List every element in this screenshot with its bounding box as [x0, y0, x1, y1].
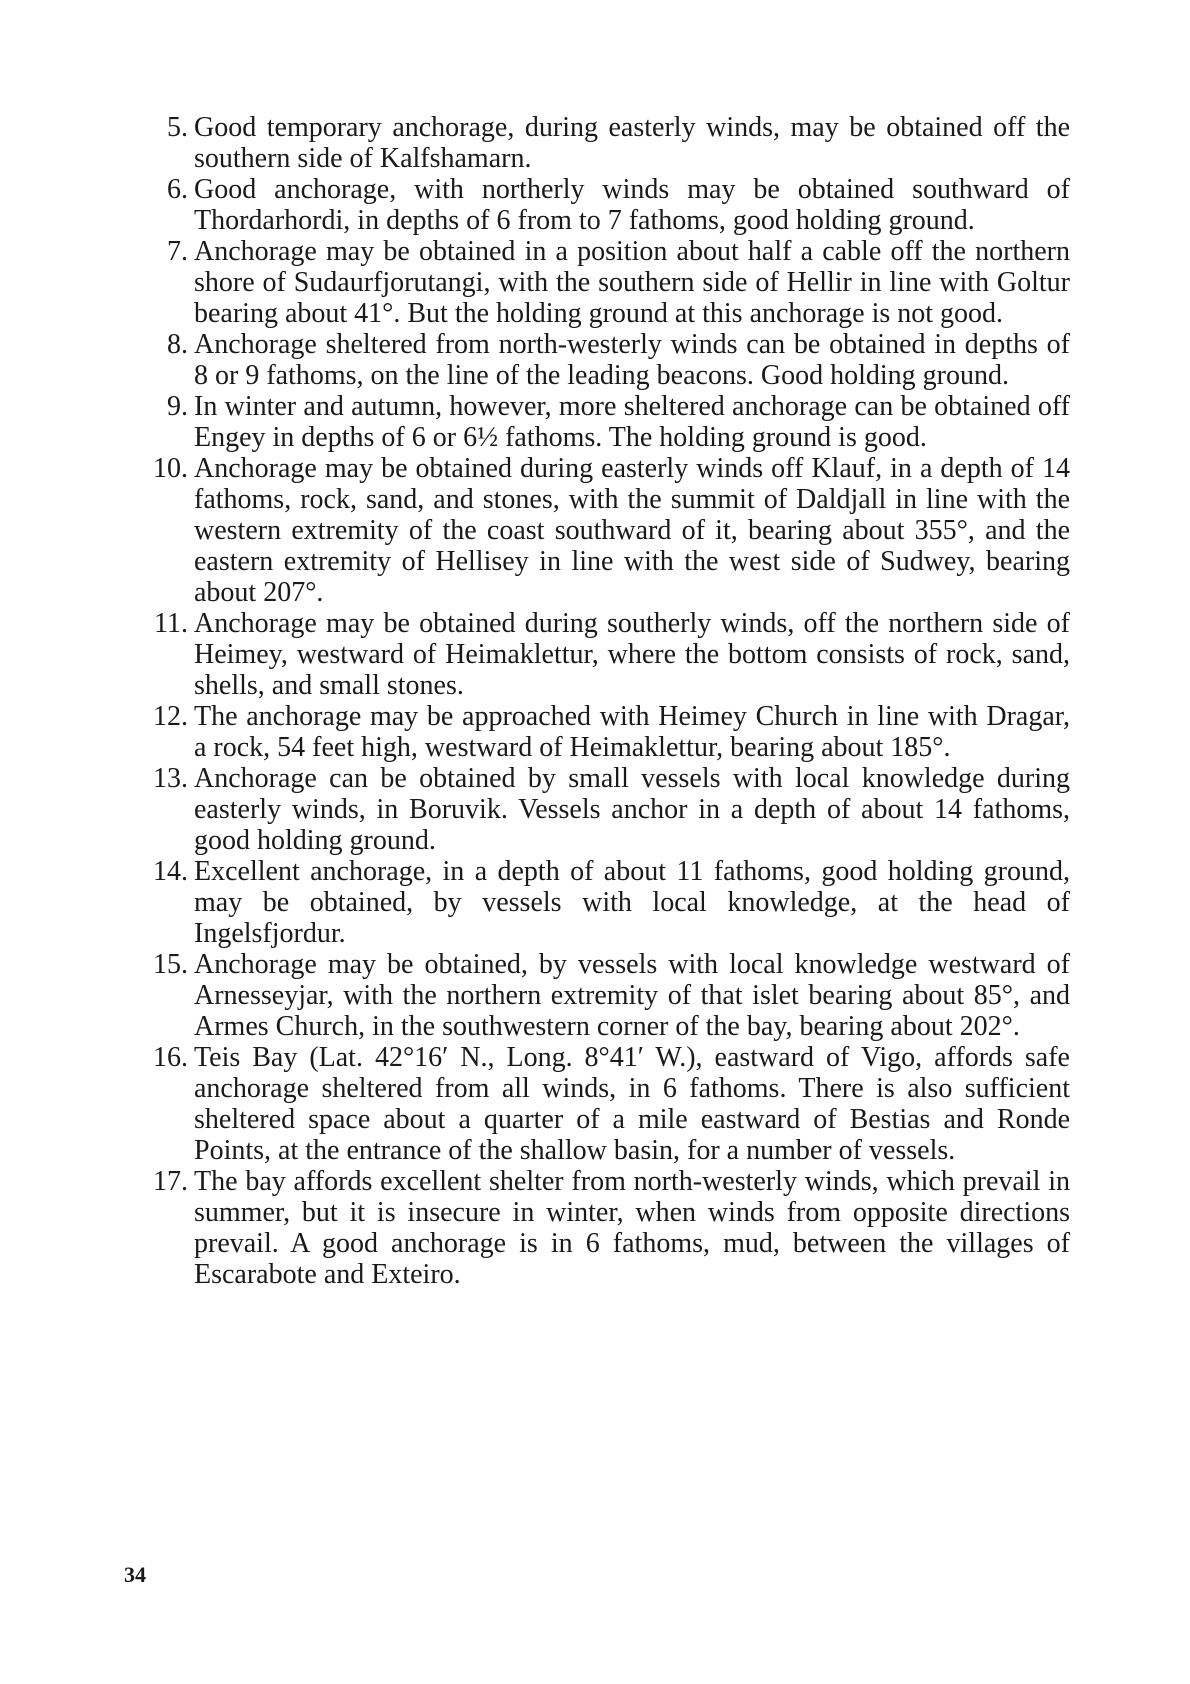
item-number: 13. — [153, 763, 188, 794]
item-text: Anchorage may be obtained during southerly winds, off the northern side of Heimey, westward of Heimaklettur, where the bottom consists of rock, sand, shells, and small stones. — [194, 608, 1070, 701]
list-item — [140, 1042, 1070, 1166]
list-item — [140, 174, 1070, 236]
item-number: 9. — [167, 391, 188, 422]
anchorage-list — [140, 112, 1070, 1290]
item-number: 7. — [167, 236, 188, 267]
list-item — [140, 856, 1070, 949]
item-number: 5. — [167, 112, 188, 143]
item-text: Good anchorage, with northerly winds may be obtained southward of Thordarhordi, in depths of 6 from to 7 fathoms, good holding ground. — [194, 174, 1070, 236]
item-number: 12. — [153, 701, 188, 732]
item-text: Anchorage can be obtained by small vessels with local knowledge during easterly winds, in Boruvik. Vessels anchor in a depth of about 14 fathoms, good holding ground. — [194, 763, 1070, 856]
item-text: Anchorage may be obtained in a position about half a cable off the northern shore of Sudaurfjorutangi, with the southern side of Hellir in line with Goltur bearing about 41°. But the holding ground at this anchorage is not good. — [194, 236, 1070, 329]
list-item — [140, 391, 1070, 453]
item-number: 17. — [153, 1166, 188, 1197]
item-number: 16. — [153, 1042, 188, 1073]
item-text: Teis Bay (Lat. 42°16′ N., Long. 8°41′ W.), eastward of Vigo, affords safe anchorage sheltered from all winds, in 6 fathoms. There is also sufficient sheltered space about a quarter of a mile eastward of Bestias and Ronde Points, at the entrance of the shallow basin, for a number of vessels. — [194, 1042, 1070, 1166]
item-number: 6. — [167, 174, 188, 205]
list-item — [140, 112, 1070, 174]
list-item — [140, 701, 1070, 763]
item-text: The anchorage may be approached with Heimey Church in line with Dragar, a rock, 54 feet high, westward of Heimaklettur, bearing about 185°. — [194, 701, 1070, 763]
list-item — [140, 949, 1070, 1042]
item-number: 11. — [154, 608, 188, 639]
item-text: Good temporary anchorage, during easterly winds, may be obtained off the southern side of Kalfshamarn. — [194, 112, 1070, 174]
item-number: 14. — [153, 856, 188, 887]
item-text: In winter and autumn, however, more sheltered anchorage can be obtained off Engey in depths of 6 or 6½ fathoms. The holding ground is good. — [194, 391, 1070, 453]
list-item — [140, 763, 1070, 856]
page-number: 34 — [124, 1562, 146, 1587]
item-text: Anchorage sheltered from north-westerly winds can be obtained in depths of 8 or 9 fathoms, on the line of the leading beacons. Good holding ground. — [194, 329, 1070, 391]
item-number: 15. — [153, 949, 188, 980]
item-number: 10. — [153, 453, 188, 484]
item-text: Anchorage may be obtained during easterly winds off Klauf, in a depth of 14 fathoms, rock, sand, and stones, with the summit of Daldjall in line with the western extremity of the coast southward of it, bearing about 355°, and the eastern extremity of Hellisey in line with the west side of Sudwey, bearing about 207°. — [194, 453, 1070, 608]
item-number: 8. — [167, 329, 188, 360]
list-item — [140, 236, 1070, 329]
item-text: The bay affords excellent shelter from north-westerly winds, which prevail in summer, but it is insecure in winter, when winds from opposite directions prevail. A good anchorage is in 6 fathoms, mud, between the villages of Escarabote and Exteiro. — [194, 1166, 1070, 1290]
list-item — [140, 608, 1070, 701]
list-item — [140, 329, 1070, 391]
item-text: Anchorage may be obtained, by vessels with local knowledge westward of Arnesseyjar, with the northern extremity of that islet bearing about 85°, and Armes Church, in the southwestern corner of the bay, bearing about 202°. — [194, 949, 1070, 1042]
list-item — [140, 1166, 1070, 1290]
list-item — [140, 453, 1070, 608]
item-text: Excellent anchorage, in a depth of about 11 fathoms, good holding ground, may be obtained, by vessels with local knowledge, at the head of Ingelsfjordur. — [194, 856, 1070, 949]
